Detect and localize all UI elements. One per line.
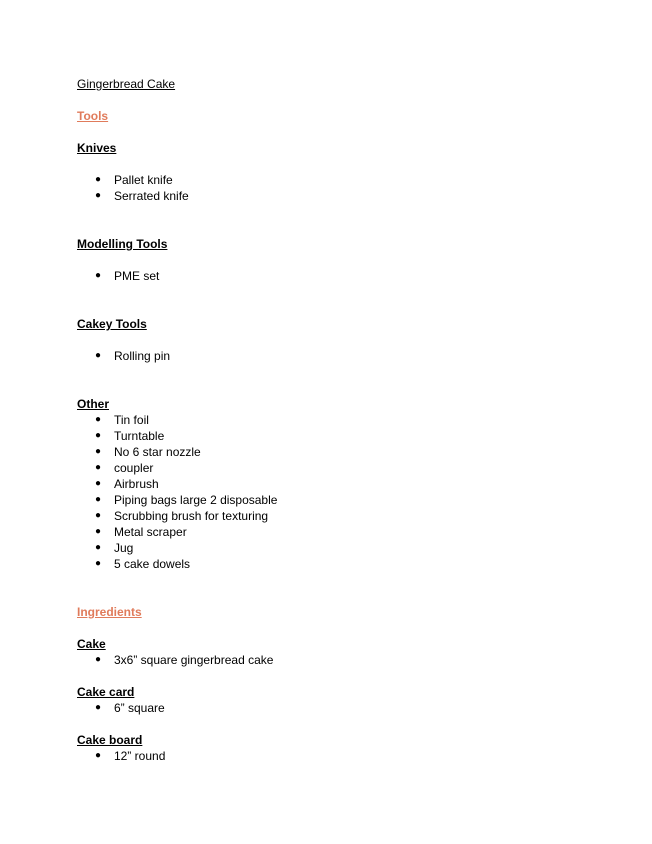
list-item — [77, 444, 617, 460]
knives-heading: Knives — [77, 141, 117, 155]
list-item — [77, 460, 617, 476]
list-item-label: Rolling pin — [114, 349, 171, 363]
list-item-label: Tin foil — [114, 413, 149, 427]
list-item-label: 3x6” square gingerbread cake — [114, 653, 274, 667]
list-item-label: Pallet knife — [114, 173, 173, 187]
cake-card-list — [77, 700, 617, 716]
bullet-icon: ● — [95, 430, 102, 441]
bullet-icon: ● — [95, 558, 102, 569]
list-item — [77, 748, 617, 764]
bullet-icon: ● — [95, 526, 102, 537]
list-item — [77, 268, 617, 284]
bullet-icon: ● — [95, 494, 102, 505]
bullet-icon: ● — [95, 462, 102, 473]
cake-card-heading: Cake card — [77, 685, 135, 699]
cake-heading: Cake — [77, 637, 106, 651]
modelling-tools-list — [77, 268, 617, 284]
document-body — [77, 76, 617, 764]
modelling-tools-heading: Modelling Tools — [77, 237, 168, 251]
list-item-label: coupler — [114, 461, 154, 475]
list-item — [77, 476, 617, 492]
bullet-icon: ● — [95, 542, 102, 553]
list-item-label: Piping bags large 2 disposable — [114, 493, 278, 507]
bullet-icon: ● — [95, 478, 102, 489]
list-item — [77, 508, 617, 524]
bullet-icon: ● — [95, 270, 102, 281]
list-item-label: Turntable — [114, 429, 165, 443]
list-item — [77, 524, 617, 540]
list-item-label: No 6 star nozzle — [114, 445, 201, 459]
other-list — [77, 412, 617, 572]
document-title: Gingerbread Cake — [77, 77, 176, 91]
tools-heading: Tools — [77, 109, 109, 123]
bullet-icon: ● — [95, 446, 102, 457]
ingredients-heading: Ingredients — [77, 605, 142, 619]
list-item — [77, 348, 617, 364]
bullet-icon: ● — [95, 654, 102, 665]
cakey-tools-heading: Cakey Tools — [77, 317, 147, 331]
list-item — [77, 540, 617, 556]
list-item-label: 5 cake dowels — [114, 557, 191, 571]
bullet-icon: ● — [95, 174, 102, 185]
list-item-label: Serrated knife — [114, 189, 189, 203]
list-item — [77, 652, 617, 668]
list-item — [77, 492, 617, 508]
list-item — [77, 700, 617, 716]
list-item-label: 12” round — [114, 749, 166, 763]
bullet-icon: ● — [95, 414, 102, 425]
list-item — [77, 188, 617, 204]
list-item — [77, 172, 617, 188]
list-item-label: Metal scraper — [114, 525, 187, 539]
list-item-label: PME set — [114, 269, 160, 283]
cake-board-heading: Cake board — [77, 733, 143, 747]
list-item-label: Scrubbing brush for texturing — [114, 509, 269, 523]
other-heading: Other — [77, 397, 110, 411]
bullet-icon: ● — [95, 190, 102, 201]
list-item-label: Airbrush — [114, 477, 159, 491]
bullet-icon: ● — [95, 702, 102, 713]
cakey-tools-list — [77, 348, 617, 364]
list-item-label: 6” square — [114, 701, 165, 715]
cake-list — [77, 652, 617, 668]
knives-list — [77, 172, 617, 204]
bullet-icon: ● — [95, 750, 102, 761]
cake-board-list — [77, 748, 617, 764]
bullet-icon: ● — [95, 350, 102, 361]
bullet-icon: ● — [95, 510, 102, 521]
list-item — [77, 412, 617, 428]
list-item — [77, 556, 617, 572]
list-item-label: Jug — [114, 541, 134, 555]
list-item — [77, 428, 617, 444]
